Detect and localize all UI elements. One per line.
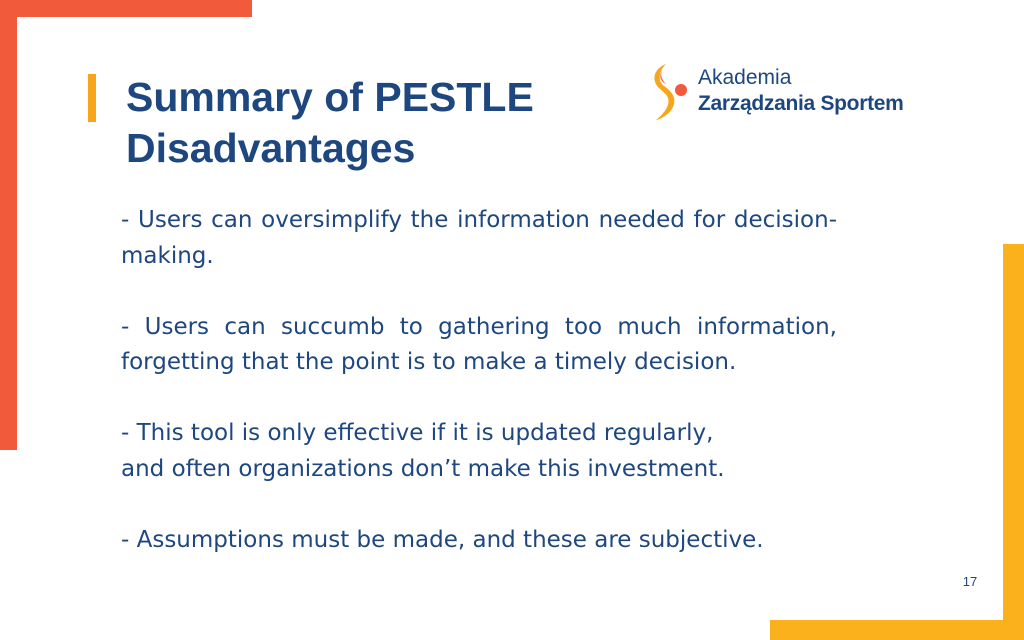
list-item: - Users can oversimplify the information needed for decision-making. — [121, 207, 837, 269]
list-item: - Users can succumb to gathering too much information, forgetting that the point is to make a timely decision. — [121, 313, 837, 375]
list-item-line: - This tool is only effective if it is updated regularly, — [121, 420, 714, 446]
slide-title — [126, 72, 606, 174]
title-accent-bar — [88, 74, 96, 122]
disadvantages-list — [121, 203, 837, 558]
title-line-1: Summary of PESTLE — [126, 74, 534, 120]
title-line-2: Disadvantages — [126, 125, 416, 171]
list-item-line: and often organizations don’t make this investment. — [121, 455, 725, 482]
page-number: 17 — [962, 574, 978, 589]
list-item: - Assumptions must be made, and these are subjective. — [121, 526, 764, 553]
logo-figure-icon — [648, 62, 692, 124]
list-item — [121, 416, 837, 487]
logo-text-zarzadzania: Zarządzania Sportem — [698, 92, 904, 115]
academy-logo — [648, 62, 958, 124]
logo-text-akademia: Akademia — [698, 66, 792, 89]
